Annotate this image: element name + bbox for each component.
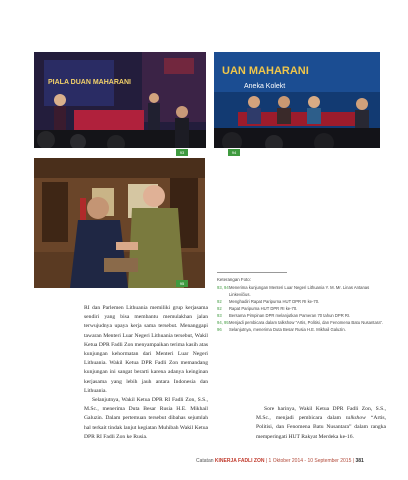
caption-item [217, 326, 387, 333]
caption-number: 94, 95 [217, 320, 229, 325]
caption-item [217, 298, 387, 305]
page-number: 381 [355, 458, 364, 464]
talkshow-banner-text: UAN MAHARANI [222, 65, 309, 77]
caption-number: 96 [217, 327, 222, 332]
talkshow-banner-sub: Aneka Kolekt [244, 83, 286, 90]
photo-talkshow [214, 52, 380, 148]
caption-number: 93, 94 [217, 285, 229, 290]
caption-text: Bersama Pimpinan DPR melanjutkan Pameran 70 tahun DPR RI. [229, 313, 351, 318]
caption-text: Menjadi pembicara dalam talkshow “Artis, Politisi, dan Fenomena Batu Nusantara”. [229, 320, 384, 325]
photo-number-tag: 93 [176, 149, 188, 156]
photo-talkshow-image [214, 52, 380, 148]
caption-item [217, 284, 387, 298]
body-text-italic: talkshow [345, 415, 366, 422]
body-text: Sore harinya, Wakil Ketua DPR Fadli Zon, S.S., M.Sc., menjadi pembicara dalam [256, 406, 386, 422]
caption-text: Menerima kunjungan Menteri Luar Negeri Lithuania Y. M. Mr. Linas Antanas Linkevičius. [229, 285, 370, 297]
photo-award-event-image [34, 52, 206, 148]
caption-item [217, 319, 387, 326]
award-banner-text: PIALA DUAN MAHARANI [48, 79, 131, 86]
body-column-left [84, 304, 208, 442]
caption-title: Keterangan Foto: [217, 277, 251, 282]
body-paragraph: RI dan Parlemen Lithuania memiliki grup kerjasama sendiri yang bisa membantu memulakhan jalan terwujudnya upaya kerja sama tersebut. Menanggapi tawaran Menteri Luar Negeri Lithuania tersebut, Wakil Ketua DPR Fadli Zon menyampaikan terima kasih atas kunjungan kehormatan dari Menteri Luar Negeri Lithuania. Wakil Ketua DPR Fadli Zon memandang kunjungan ini sangat berarti karena adanya keinginan kerjasama yang lebih jauh antara Indonesia dan Lithuania. [84, 305, 208, 394]
body-text: “Artis, Politisi, dan Fenomena Batu Nusantara” dalam rangka memperingati HUT Rakyat Merdeka ke-16. [256, 415, 387, 440]
caption-text: Menghadiri Rapat Paripurna HUT DPR RI ke-70. [229, 299, 320, 304]
photo-number-tag: 95 [176, 280, 188, 287]
body-column-right [256, 405, 386, 442]
photo-award-event [34, 52, 206, 148]
footer-date-range: | 1 Oktober 2014 - 10 September 2015 | [265, 458, 355, 464]
footer-brand: KINERJA FADLI ZON [214, 458, 265, 464]
photo-handshake-image [34, 158, 205, 288]
caption-number: 93 [217, 313, 222, 318]
caption-divider [217, 272, 287, 273]
body-paragraph [256, 405, 386, 442]
caption-item [217, 305, 387, 312]
photo-number-tag: 94 [228, 149, 240, 156]
body-paragraph: Selanjutnya, Wakil Ketua DPR RI Fadli Zon, S.S., M.Sc., menerima Duta Besar Rusia H.E. Mikhail Galuzin. Dalam pertemuan tersebut dibahas sejumlah hal terkait tindak lanjut kegiatan Muhibah Wakil Ketua DPR RI Fadli Zon ke Rusia. [84, 397, 208, 440]
caption-text: Selanjutnya, menerima Duta Besar Rusia H.E. Mikhail Galuzin. [229, 327, 346, 332]
photo-handshake [34, 158, 205, 288]
page-footer [196, 456, 402, 466]
caption-text: Rapat Paripurna HUT DPR RI ke-70. [229, 306, 298, 311]
caption-number: 92 [217, 299, 222, 304]
caption-number: 92 [217, 306, 222, 311]
photo-captions [217, 277, 387, 333]
footer-prefix: Catatan [196, 458, 214, 464]
caption-item [217, 312, 387, 319]
